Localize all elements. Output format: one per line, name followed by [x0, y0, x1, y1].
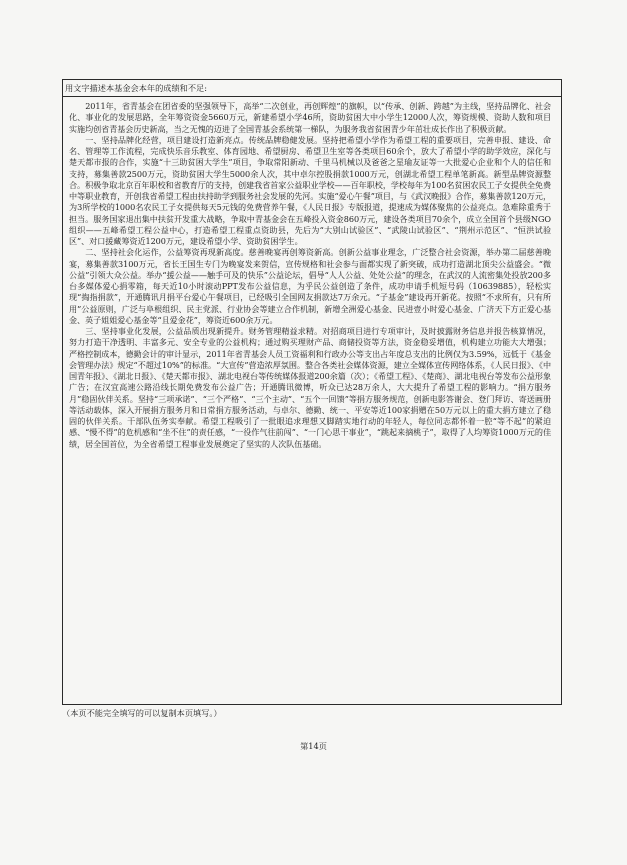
paragraph-career: 三、坚持事业化发展，公益品质出现新提升。财务管理精益求精。对招商项目进行专项审计，及时披露财务信息并报告核算情况，努力打造干净透明、丰富多元、安全专业的公益机构；通过购买理财产品、商储投资等方法，资金稳妥增值，机构建立功能大大增强；严格控制成本，德勤会计的审计显示，2011年省青基会人员工资福利和行政办公等支出占年度总支出的比例仅为3.59%，远低于《基金会管理办法》规定“不超过10%”的标准。“大宣传”营造浓厚氛围。整合各类社会媒体资源，建立全媒体宣传网络体系，《人民日报》、《中国青年报》、《湖北日报》、《楚天都市报》、湖北电视台等传统媒体报道200余篇（次）；《希望工程》、《楚商》、湖北电视台等发布公益形象广告；在汉宜高速公路沿线长期免费发布公益广告；开通腾讯微博，听众已达28万余人，大大提升了希望工程的影响力。“捐方服务月”稳固伙伴关系。坚持“三项承诺”、“三个严格”、“三个主动”、“五个一回馈”等捐方服务规范，创新电影答谢会、登门拜访、寄送画册等活动载体，深入开展捐方服务月和日常捐方服务活动，与卓尔、德勤、统一、平安等近100家捐赠在50万元以上的重大捐方建立了稳固的伙伴关系。干部队伍务实奉献。希望工程吸引了一批眼追求理想又脚踏实地行动的年轻人，每位同志都怀着一腔“等不起”的紧迫感、“慢不得”的危机感和“坐不住”的责任感，“一役作气往前闯”、“一门心思干事业”，“跳起来摘桃子”，取得了人均筹资1000万元的佳绩，居全国首位，为全省希望工程事业发展奠定了坚实的人次队伍基础。 — [69, 326, 551, 449]
section-title: 用文字描述本基金会本年的成绩和不足: — [63, 80, 561, 97]
paragraph-intro: 2011年，省青基会在团省委的坚强领导下，高举“二次创业，再创辉煌”的旗帜，以“传承、创新、跨越”为主线，坚持品牌化、社会化、事业化的发展思路，全年筹资资金5660万元，新建希望小学46所，资助贫困大中小学生12000人次，筹资规模、资助人数和项目实施均创省青基会历史新高，当之无愧的迈进了全国青基会系统第一梯队，为服务我省贫困青少年茁壮成长作出了积极贡献。 — [69, 101, 551, 134]
section-body — [63, 97, 561, 450]
paragraph-brand: 一、坚持品牌化经营，项目建设打造新亮点。传统品牌稳健发展。坚持把希望小学作为希望工程的重要项目，完善申报、建设、命名、管理等工作流程，完成快乐音乐教室、体育园地、希望厨房、希望卫生室等各类项目60余个，放大了希望小学的助学效应，深化与楚天都市报的合作，实施“十三助贫困大学生”项目，争取常阳新动、千里马机械以及爸爸之星瑜友证等一大批爱心企业和个人的信任和支持，募集善款2500万元，资助贫困大学生5000余人次，其中卓尔控股捐款1000万元，创湖北希望工程单笔新高。新型品牌资源整合。积极争取北京百年职校和省教育厅的支持，创建我省首家公益职业学校——百年职校，学校每年为100名贫困农民工子女提供全免费中等职业教育，开创我省希望工程由扶持助学到服务社会发展的先河。实施“爱心午餐”项目，与《武汉晚报》合作，募集善款120万元，为3所学校的1000名农民工子女提供每天5元钱的免费营养午餐，《人民日报》专版报道，提速成为媒体聚焦的公益亮点。急难除重秀于担当。服务国家退出集中扶贫开发重大战略，争取中青基金会在五峰投入资金860万元，建设各类项目70余个，成立全国首个县级NGO组织——五峰希望工程公益中心，打造希望工程重点资助县，先后为“大别山试验区”、“武陵山试验区”、“荆州示范区”、“恒洪试验区”、对口援藏筹资近1200万元，建设希望小学、资助贫困学生。 — [69, 134, 551, 246]
page-number: 第14页 — [300, 741, 327, 751]
footnote: （本页不能完全填写的可以复制本页填写。） — [62, 708, 222, 718]
achievements-form-box — [62, 79, 562, 705]
paragraph-social: 二、坚持社会化运作，公益筹资再现新高度。慈善晚宴再创筹资新高。创新公益事业理念，广泛整合社会资源，举办第二届慈善晚宴，募集善款3100万元，省长王国生专门为晚宴发来贺信，宣传规格和社会参与面都实现了新突破，成功打造湖北顶尖公益盛会。“微公益”引领大众公益。举办“援公益——触手可及的快乐”公益论坛，倡导“人人公益、处处公益”的理念，在武汉的人流密集处投放200多台多媒体爱心捐零箱，每天近10小时滚动PPT发布公益信息，为乎民公益创造了条件，成功申请手机短号码（10639885），轻松实现“掏指捐款”，开通腾讯月捐平台爱心午餐项目，已经吸引全国网友捐款达7万余元。“子基金”建设再开新花。按照“不求所有，只有所用”公益原则，广泛与阜根组织、民主党派、行业协会等建立合作机制，新增全洲爱心基金、民进壹小时爱心基金、广济天下方正爱心基金、英子姐姐爱心基金等“且爱金花”，筹资近600余万元。 — [69, 247, 551, 325]
